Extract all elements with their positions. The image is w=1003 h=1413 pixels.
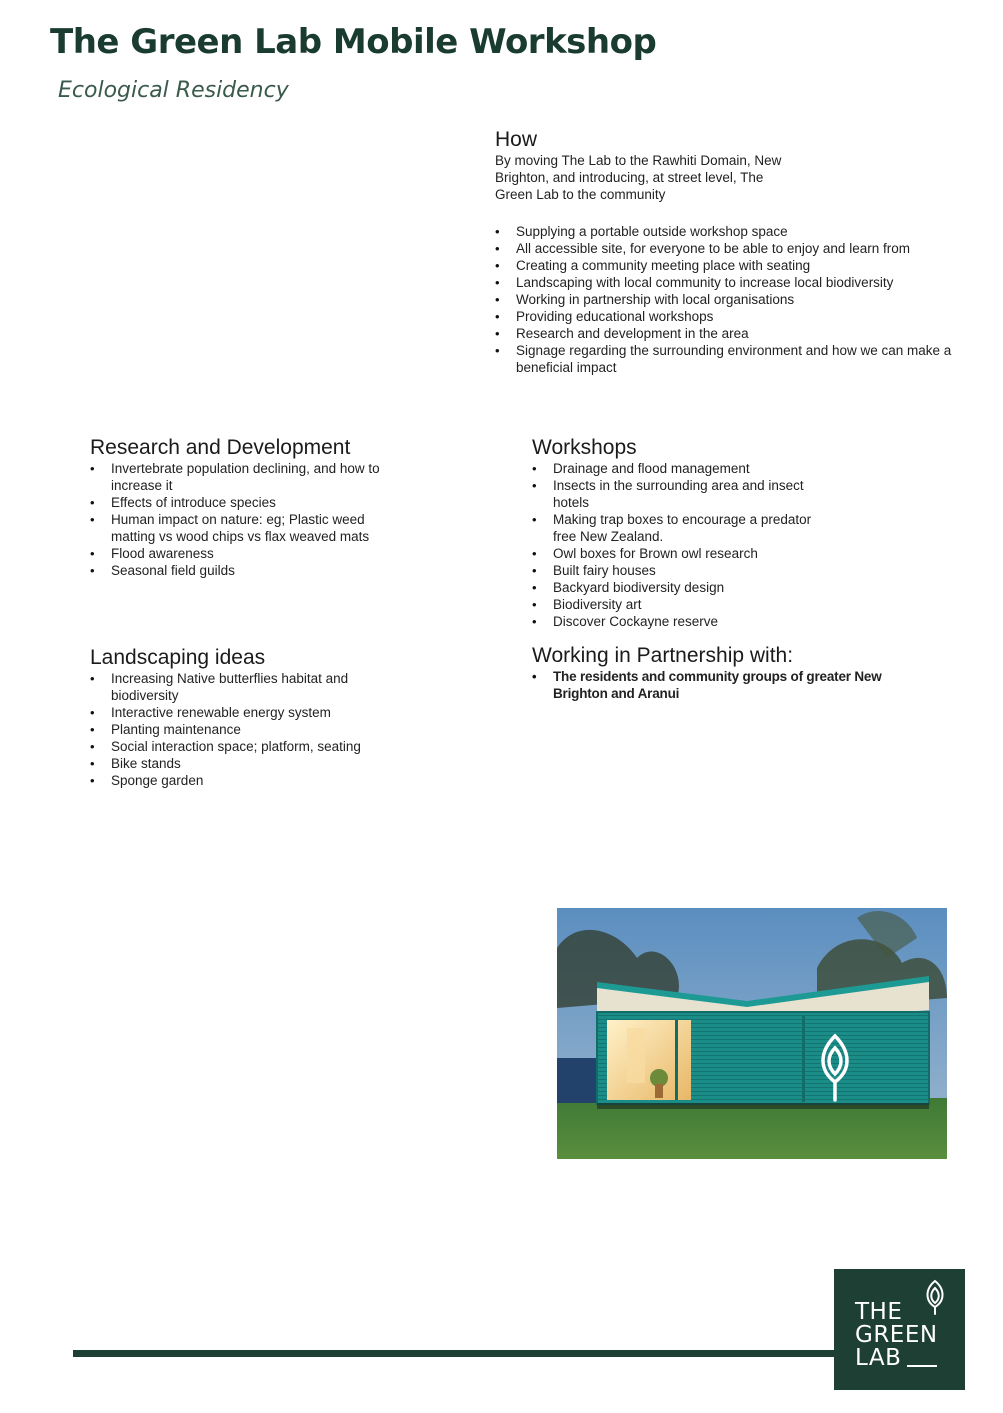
landscaping-heading: Landscaping ideas — [90, 646, 266, 669]
list-item: • Insects in the surrounding area and insect hotels — [553, 477, 822, 511]
list-item: • Working in partnership with local organisations — [516, 291, 965, 308]
list-item: • Flood awareness — [111, 545, 400, 562]
shipping-container-workshop-photo — [557, 908, 947, 1159]
partnership-section — [532, 644, 892, 702]
list-item: • Social interaction space; platform, seating — [111, 738, 390, 755]
leaf-icon — [922, 1279, 948, 1315]
list-item: • Signage regarding the surrounding environment and how we can make a beneficial impact — [516, 342, 965, 376]
page-title: The Green Lab Mobile Workshop — [50, 22, 657, 62]
green-lab-logo — [834, 1269, 965, 1390]
partnership-list — [532, 668, 892, 702]
list-item: • Bike stands — [111, 755, 390, 772]
logo-text-the: THE — [855, 1299, 903, 1325]
landscaping-list — [90, 670, 390, 755]
list-item: • Research and development in the area — [516, 325, 965, 342]
list-item: • Supplying a portable outside workshop space — [516, 223, 965, 240]
page-subtitle: Ecological Residency — [58, 78, 289, 103]
list-item: • Backyard biodiversity design — [553, 579, 822, 596]
list-item: • Seasonal field guilds — [111, 562, 400, 579]
landscaping-section — [90, 646, 390, 789]
list-item: • All accessible site, for everyone to be able to enjoy and learn from — [516, 240, 965, 257]
list-item: • Interactive renewable energy system — [111, 704, 390, 721]
list-item: • Making trap boxes to encourage a predator free New Zealand. — [553, 511, 822, 545]
list-item: • Discover Cockayne reserve — [553, 613, 822, 630]
footer-divider — [73, 1350, 838, 1357]
list-item: • Owl boxes for Brown owl research — [553, 545, 822, 562]
how-intro: By moving The Lab to the Rawhiti Domain, New Brighton, and introducing, at street level, The Green Lab to the community — [495, 153, 782, 202]
research-section — [90, 436, 400, 579]
workshops-list — [532, 460, 822, 630]
workshops-section — [532, 436, 822, 630]
logo-underline — [907, 1365, 937, 1367]
logo-text-lab: LAB — [855, 1345, 902, 1371]
list-item: • Drainage and flood management — [553, 460, 822, 477]
list-item: • Invertebrate population declining, and how to increase it — [111, 460, 400, 494]
research-heading: Research and Development — [90, 436, 351, 459]
list-item: • Providing educational workshops — [516, 308, 965, 325]
list-item: • The residents and community groups of greater New Brighton and Aranui — [553, 668, 892, 702]
how-list — [495, 223, 965, 376]
list-item: • Effects of introduce species — [111, 494, 400, 511]
workshops-heading: Workshops — [532, 436, 637, 459]
how-heading: How — [495, 128, 538, 151]
list-item: • Planting maintenance — [111, 721, 390, 738]
list-item: • Biodiversity art — [553, 596, 822, 613]
how-section — [495, 128, 965, 376]
research-list — [90, 460, 400, 579]
list-item: • Built fairy houses — [553, 562, 822, 579]
logo-text-green: GREEN — [855, 1322, 938, 1348]
list-item: • Creating a community meeting place with seating — [516, 257, 965, 274]
list-item: • Increasing Native butterflies habitat and biodiversity — [111, 670, 390, 704]
landscaping-list-extra — [90, 755, 390, 789]
list-item: • Sponge garden — [111, 772, 390, 789]
list-item: • Landscaping with local community to increase local biodiversity — [516, 274, 965, 291]
partnership-heading: Working in Partnership with: — [532, 644, 794, 667]
list-item: • Human impact on nature: eg; Plastic weed matting vs wood chips vs flax weaved mats — [111, 511, 400, 545]
